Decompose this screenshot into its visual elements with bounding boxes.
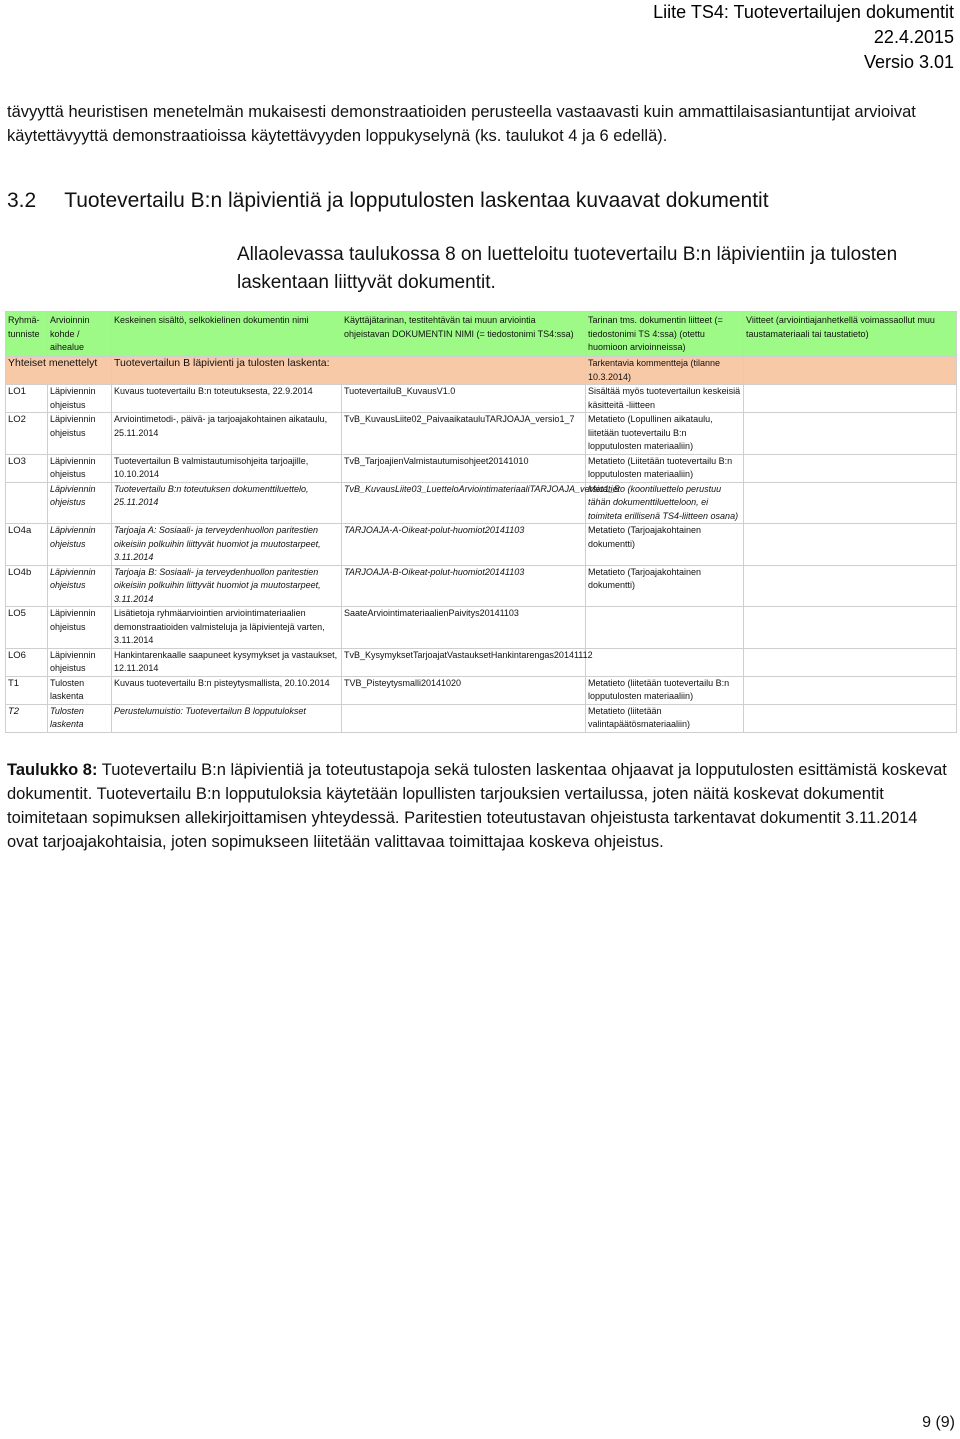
cell-nimi: TuotevertailuB_KuvausV1.0	[342, 385, 586, 413]
table-row	[6, 385, 957, 413]
col-header-viitteet: Viitteet (arviointiajanhetkellä voimassaollut muu taustamateriaali tai taustatieto)	[744, 312, 957, 357]
cell-viitteet	[744, 676, 957, 704]
section-title: Tuotevertailu B:n läpivientiä ja lopputulosten laskentaa kuvaavat dokumentit	[64, 189, 769, 212]
cell-kohde: Läpiviennin ohjeistus	[48, 385, 112, 413]
cell-nimi: TvB_TarjoajienValmistautumisohjeet20141010	[342, 454, 586, 482]
page-header	[653, 0, 954, 75]
documents-table	[5, 311, 957, 733]
cell-kohde: Läpiviennin ohjeistus	[48, 524, 112, 566]
cell-id: T2	[6, 704, 48, 732]
cell-kohde: Läpiviennin ohjeistus	[48, 565, 112, 607]
table-row	[6, 607, 957, 649]
col-header-kohde: Arvioinnin kohde / aihealue	[48, 312, 112, 357]
col-header-liitteet: Tarinan tms. dokumentin liitteet (= tiedostonimi TS 4:ssa) (otettu huomioon arvioinneissa)	[586, 312, 744, 357]
cell-viitteet	[744, 565, 957, 607]
section-lead: Allaolevassa taulukossa 8 on luetteloitu tuotevertailu B:n läpivientiin ja tulosten laskentaan liittyvät dokumentit.	[237, 244, 898, 293]
table-header-row	[6, 312, 957, 357]
cell-nimi: TARJOAJA-A-Oikeat-polut-huomiot20141103	[342, 524, 586, 566]
cell-nimi: TvB_KuvausLiite02_PaivaaikatauluTARJOAJA_versio1_7	[342, 413, 586, 455]
cell-kohde: Läpiviennin ohjeistus	[48, 607, 112, 649]
section-row-label: Yhteiset menettelyt	[6, 357, 112, 385]
cell-sisalto: Tuotevertailu B:n toteutuksen dokumenttiluettelo, 25.11.2014	[112, 482, 342, 524]
cell-liitteet: Sisältää myös tuotevertailun keskeisiä käsitteitä -liitteen	[586, 385, 744, 413]
cell-sisalto: Tuotevertailun B valmistautumisohjeita tarjoajille, 10.10.2014	[112, 454, 342, 482]
cell-liitteet	[586, 648, 744, 676]
table-row	[6, 565, 957, 607]
cell-liitteet	[586, 607, 744, 649]
table-row	[6, 524, 957, 566]
table-row	[6, 454, 957, 482]
cell-sisalto: Hankintarenkaalle saapuneet kysymykset ja vastaukset, 12.11.2014	[112, 648, 342, 676]
cell-nimi: SaateArviointimateriaalienPaivitys20141103	[342, 607, 586, 649]
intro-paragraph: tävyyttä heuristisen menetelmän mukaisesti demonstraatioiden perusteella vastaavasti kuin ammattilaisasiantuntijat arvioivat käytettävyyttä demonstraatioissa käytettävyyden loppukyselynä (ks. taulukot 4 ja 6 edellä).	[7, 103, 916, 145]
cell-sisalto: Perustelumuistio: Tuotevertailun B lopputulokset	[112, 704, 342, 732]
section-number: 3.2	[7, 189, 37, 212]
cell-kohde: Tulosten laskenta	[48, 676, 112, 704]
cell-kohde: Läpiviennin ohjeistus	[48, 454, 112, 482]
page-number: 9 (9)	[922, 1414, 955, 1431]
cell-sisalto: Arviointimetodi-, päivä- ja tarjoajakohtainen aikataulu, 25.11.2014	[112, 413, 342, 455]
cell-id	[6, 482, 48, 524]
caption-label: Taulukko 8:	[7, 761, 98, 779]
cell-id: LO2	[6, 413, 48, 455]
cell-sisalto: Tarjoaja A: Sosiaali- ja terveydenhuollon paritestien oikeisiin polkuihin liittyvät huomiot ja muutostarpeet, 3.11.2014	[112, 524, 342, 566]
cell-viitteet	[744, 704, 957, 732]
cell-nimi: TvB_KuvausLiite03_LuetteloArviointimateriaaliTARJOAJA_versio1_5	[342, 482, 586, 524]
caption-text: Tuotevertailu B:n läpivientiä ja toteutustapoja sekä tulosten laskentaa ohjaavat ja lopputulosten esittämistä koskevat dokumentit. Tuotevertailu B:n lopputuloksia käytetään lopullisten tarjouksien vertailussa, joten näitä koskevat dokumentit toimitetaan sopimuksen allekirjoittamisen yhteydessä. Paritestien toteutustavan ohjeistusta tarkentavat dokumentit 3.11.2014 ovat tarjoajakohtaisia, joten sopimukseen liitetään valittavaa toimittajaa koskeva ohjeistus.	[7, 761, 947, 851]
cell-id: LO6	[6, 648, 48, 676]
cell-id: LO5	[6, 607, 48, 649]
table-row	[6, 704, 957, 732]
cell-nimi: TVB_Pisteytysmalli20141020	[342, 676, 586, 704]
table-caption	[7, 758, 953, 854]
cell-liitteet: Metatieto (Tarjoajakohtainen dokumentti)	[586, 565, 744, 607]
section-heading	[7, 187, 769, 215]
cell-viitteet	[744, 454, 957, 482]
cell-viitteet	[744, 385, 957, 413]
cell-id: LO4b	[6, 565, 48, 607]
section-row-content: Tuotevertailun B läpivienti ja tulosten laskenta:	[112, 357, 586, 385]
cell-nimi	[342, 704, 586, 732]
cell-nimi: TARJOAJA-B-Oikeat-polut-huomiot20141103	[342, 565, 586, 607]
table-row	[6, 676, 957, 704]
cell-liitteet: Metatieto (Lopullinen aikataulu, liitetään tuotevertailu B:n lopputulosten materiaaliin)	[586, 413, 744, 455]
cell-id: T1	[6, 676, 48, 704]
table-row	[6, 482, 957, 524]
col-header-nimi: Käyttäjätarinan, testitehtävän tai muun arviointia ohjeistavan DOKUMENTIN NIMI (= tiedostonimi TS4:ssa)	[342, 312, 586, 357]
table-row	[6, 648, 957, 676]
cell-sisalto: Tarjoaja B: Sosiaali- ja terveydenhuollon paritestien oikeisiin polkuihin liittyvät huomiot ja muutostarpeet, 3.11.2014	[112, 565, 342, 607]
cell-sisalto: Kuvaus tuotevertailu B:n pisteytysmallista, 20.10.2014	[112, 676, 342, 704]
cell-liitteet: Metatieto (liitetään valintapäätösmateriaaliin)	[586, 704, 744, 732]
cell-id: LO1	[6, 385, 48, 413]
cell-kohde: Läpiviennin ohjeistus	[48, 482, 112, 524]
cell-sisalto: Kuvaus tuotevertailu B:n toteutuksesta, 22.9.2014	[112, 385, 342, 413]
col-header-id: Ryhmä-tunniste	[6, 312, 48, 357]
section-row-empty	[744, 357, 957, 385]
cell-kohde: Läpiviennin ohjeistus	[48, 413, 112, 455]
header-date: 22.4.2015	[873, 27, 954, 47]
cell-viitteet	[744, 413, 957, 455]
cell-viitteet	[744, 524, 957, 566]
cell-viitteet	[744, 648, 957, 676]
col-header-sisalto: Keskeinen sisältö, selkokielinen dokumentin nimi	[112, 312, 342, 357]
cell-kohde: Tulosten laskenta	[48, 704, 112, 732]
cell-viitteet	[744, 482, 957, 524]
section-row-note: Tarkentavia kommentteja (tilanne 10.3.2014)	[586, 357, 744, 385]
table-row	[6, 413, 957, 455]
cell-id: LO3	[6, 454, 48, 482]
header-title: Liite TS4: Tuotevertailujen dokumentit	[653, 2, 954, 22]
cell-liitteet: Metatieto (koontiluettelo perustuu tähän dokumenttiluetteloon, ei toimiteta erillisenä TS4-liitteen osana)	[586, 482, 744, 524]
cell-liitteet: Metatieto (Liitetään tuotevertailu B:n lopputulosten materiaaliin)	[586, 454, 744, 482]
cell-id: LO4a	[6, 524, 48, 566]
cell-kohde: Läpiviennin ohjeistus	[48, 648, 112, 676]
cell-liitteet: Metatieto (liitetään tuotevertailu B:n lopputulosten materiaaliin)	[586, 676, 744, 704]
section-row	[6, 357, 957, 385]
cell-nimi: TvB_KysymyksetTarjoajatVastauksetHankintarengas20141112	[342, 648, 586, 676]
cell-liitteet: Metatieto (Tarjoajakohtainen dokumentti)	[586, 524, 744, 566]
cell-viitteet	[744, 607, 957, 649]
header-version: Versio 3.01	[863, 52, 954, 72]
cell-sisalto: Lisätietoja ryhmäarviointien arviointimateriaalien demonstraatioiden valmisteluja ja läpivientejä varten, 3.11.2014	[112, 607, 342, 649]
